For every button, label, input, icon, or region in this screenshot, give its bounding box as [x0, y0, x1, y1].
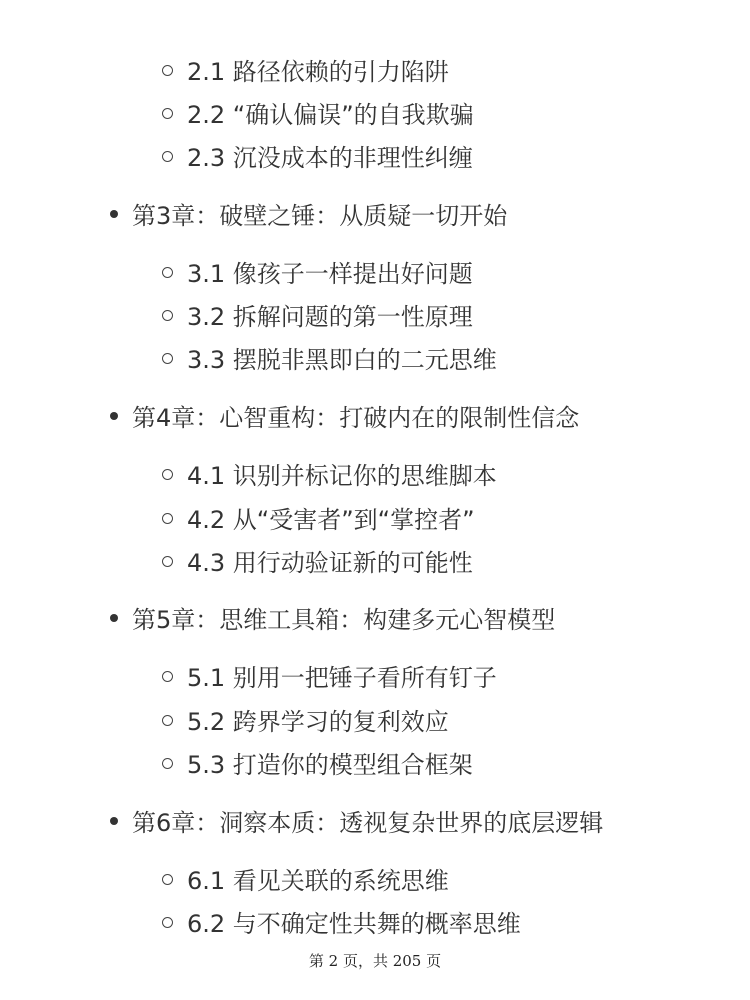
hollow-circle-bullet-icon	[162, 108, 173, 119]
toc-item-text: 3.2 拆解问题的第一性原理	[187, 303, 473, 331]
toc-item-3-3	[162, 344, 497, 376]
toc-item-text: 6.2 与不确定性共舞的概率思维	[187, 910, 521, 938]
toc-item-text: 4.1 识别并标记你的思维脚本	[187, 462, 497, 490]
toc-chapter-text: 第5章：思维工具箱：构建多元心智模型	[132, 606, 556, 634]
toc-item-5-2	[162, 706, 449, 738]
toc-item-4-3	[162, 547, 473, 579]
toc-item-text: 2.2 “确认偏误”的自我欺骗	[187, 101, 474, 129]
toc-item-text: 4.3 用行动验证新的可能性	[187, 549, 473, 577]
toc-item-text: 5.1 别用一把锤子看所有钉子	[187, 664, 497, 692]
toc-item-2-1	[162, 56, 449, 88]
toc-item-2-2	[162, 99, 474, 131]
toc-item-text: 4.2 从“受害者”到“掌控者”	[187, 506, 475, 534]
toc-item-5-3	[162, 749, 473, 781]
toc-chapter-5	[110, 604, 555, 636]
filled-circle-bullet-icon	[110, 412, 118, 420]
toc-item-text: 3.1 像孩子一样提出好问题	[187, 260, 473, 288]
toc-item-text: 2.1 路径依赖的引力陷阱	[187, 58, 449, 86]
toc-item-2-3	[162, 142, 473, 174]
hollow-circle-bullet-icon	[162, 310, 173, 321]
page-number-footer: 第 2 页，共 205 页	[308, 952, 442, 970]
toc-chapter-6	[110, 807, 603, 839]
toc-item-6-1	[162, 865, 449, 897]
hollow-circle-bullet-icon	[162, 65, 173, 76]
toc-item-text: 3.3 摆脱非黑即白的二元思维	[187, 346, 497, 374]
hollow-circle-bullet-icon	[162, 353, 173, 364]
hollow-circle-bullet-icon	[162, 917, 173, 928]
hollow-circle-bullet-icon	[162, 671, 173, 682]
toc-item-5-1	[162, 662, 497, 694]
toc-chapter-text: 第3章：破壁之锤：从质疑一切开始	[132, 202, 508, 230]
toc-item-4-2	[162, 504, 475, 536]
hollow-circle-bullet-icon	[162, 758, 173, 769]
hollow-circle-bullet-icon	[162, 469, 173, 480]
toc-item-text: 5.3 打造你的模型组合框架	[187, 751, 473, 779]
hollow-circle-bullet-icon	[162, 715, 173, 726]
toc-chapter-4	[110, 402, 579, 434]
filled-circle-bullet-icon	[110, 614, 118, 622]
toc-chapter-text: 第6章：洞察本质：透视复杂世界的底层逻辑	[132, 809, 604, 837]
hollow-circle-bullet-icon	[162, 556, 173, 567]
toc-item-3-2	[162, 301, 473, 333]
hollow-circle-bullet-icon	[162, 267, 173, 278]
toc-item-4-1	[162, 460, 497, 492]
toc-chapter-text: 第4章：心智重构：打破内在的限制性信念	[132, 404, 580, 432]
toc-item-text: 5.2 跨界学习的复利效应	[187, 708, 449, 736]
hollow-circle-bullet-icon	[162, 513, 173, 524]
toc-item-text: 6.1 看见关联的系统思维	[187, 867, 449, 895]
toc-chapter-3	[110, 200, 507, 232]
filled-circle-bullet-icon	[110, 817, 118, 825]
hollow-circle-bullet-icon	[162, 151, 173, 162]
filled-circle-bullet-icon	[110, 210, 118, 218]
toc-item-3-1	[162, 258, 473, 290]
toc-item-6-2	[162, 908, 521, 940]
toc-item-text: 2.3 沉没成本的非理性纠缠	[187, 144, 473, 172]
hollow-circle-bullet-icon	[162, 874, 173, 885]
